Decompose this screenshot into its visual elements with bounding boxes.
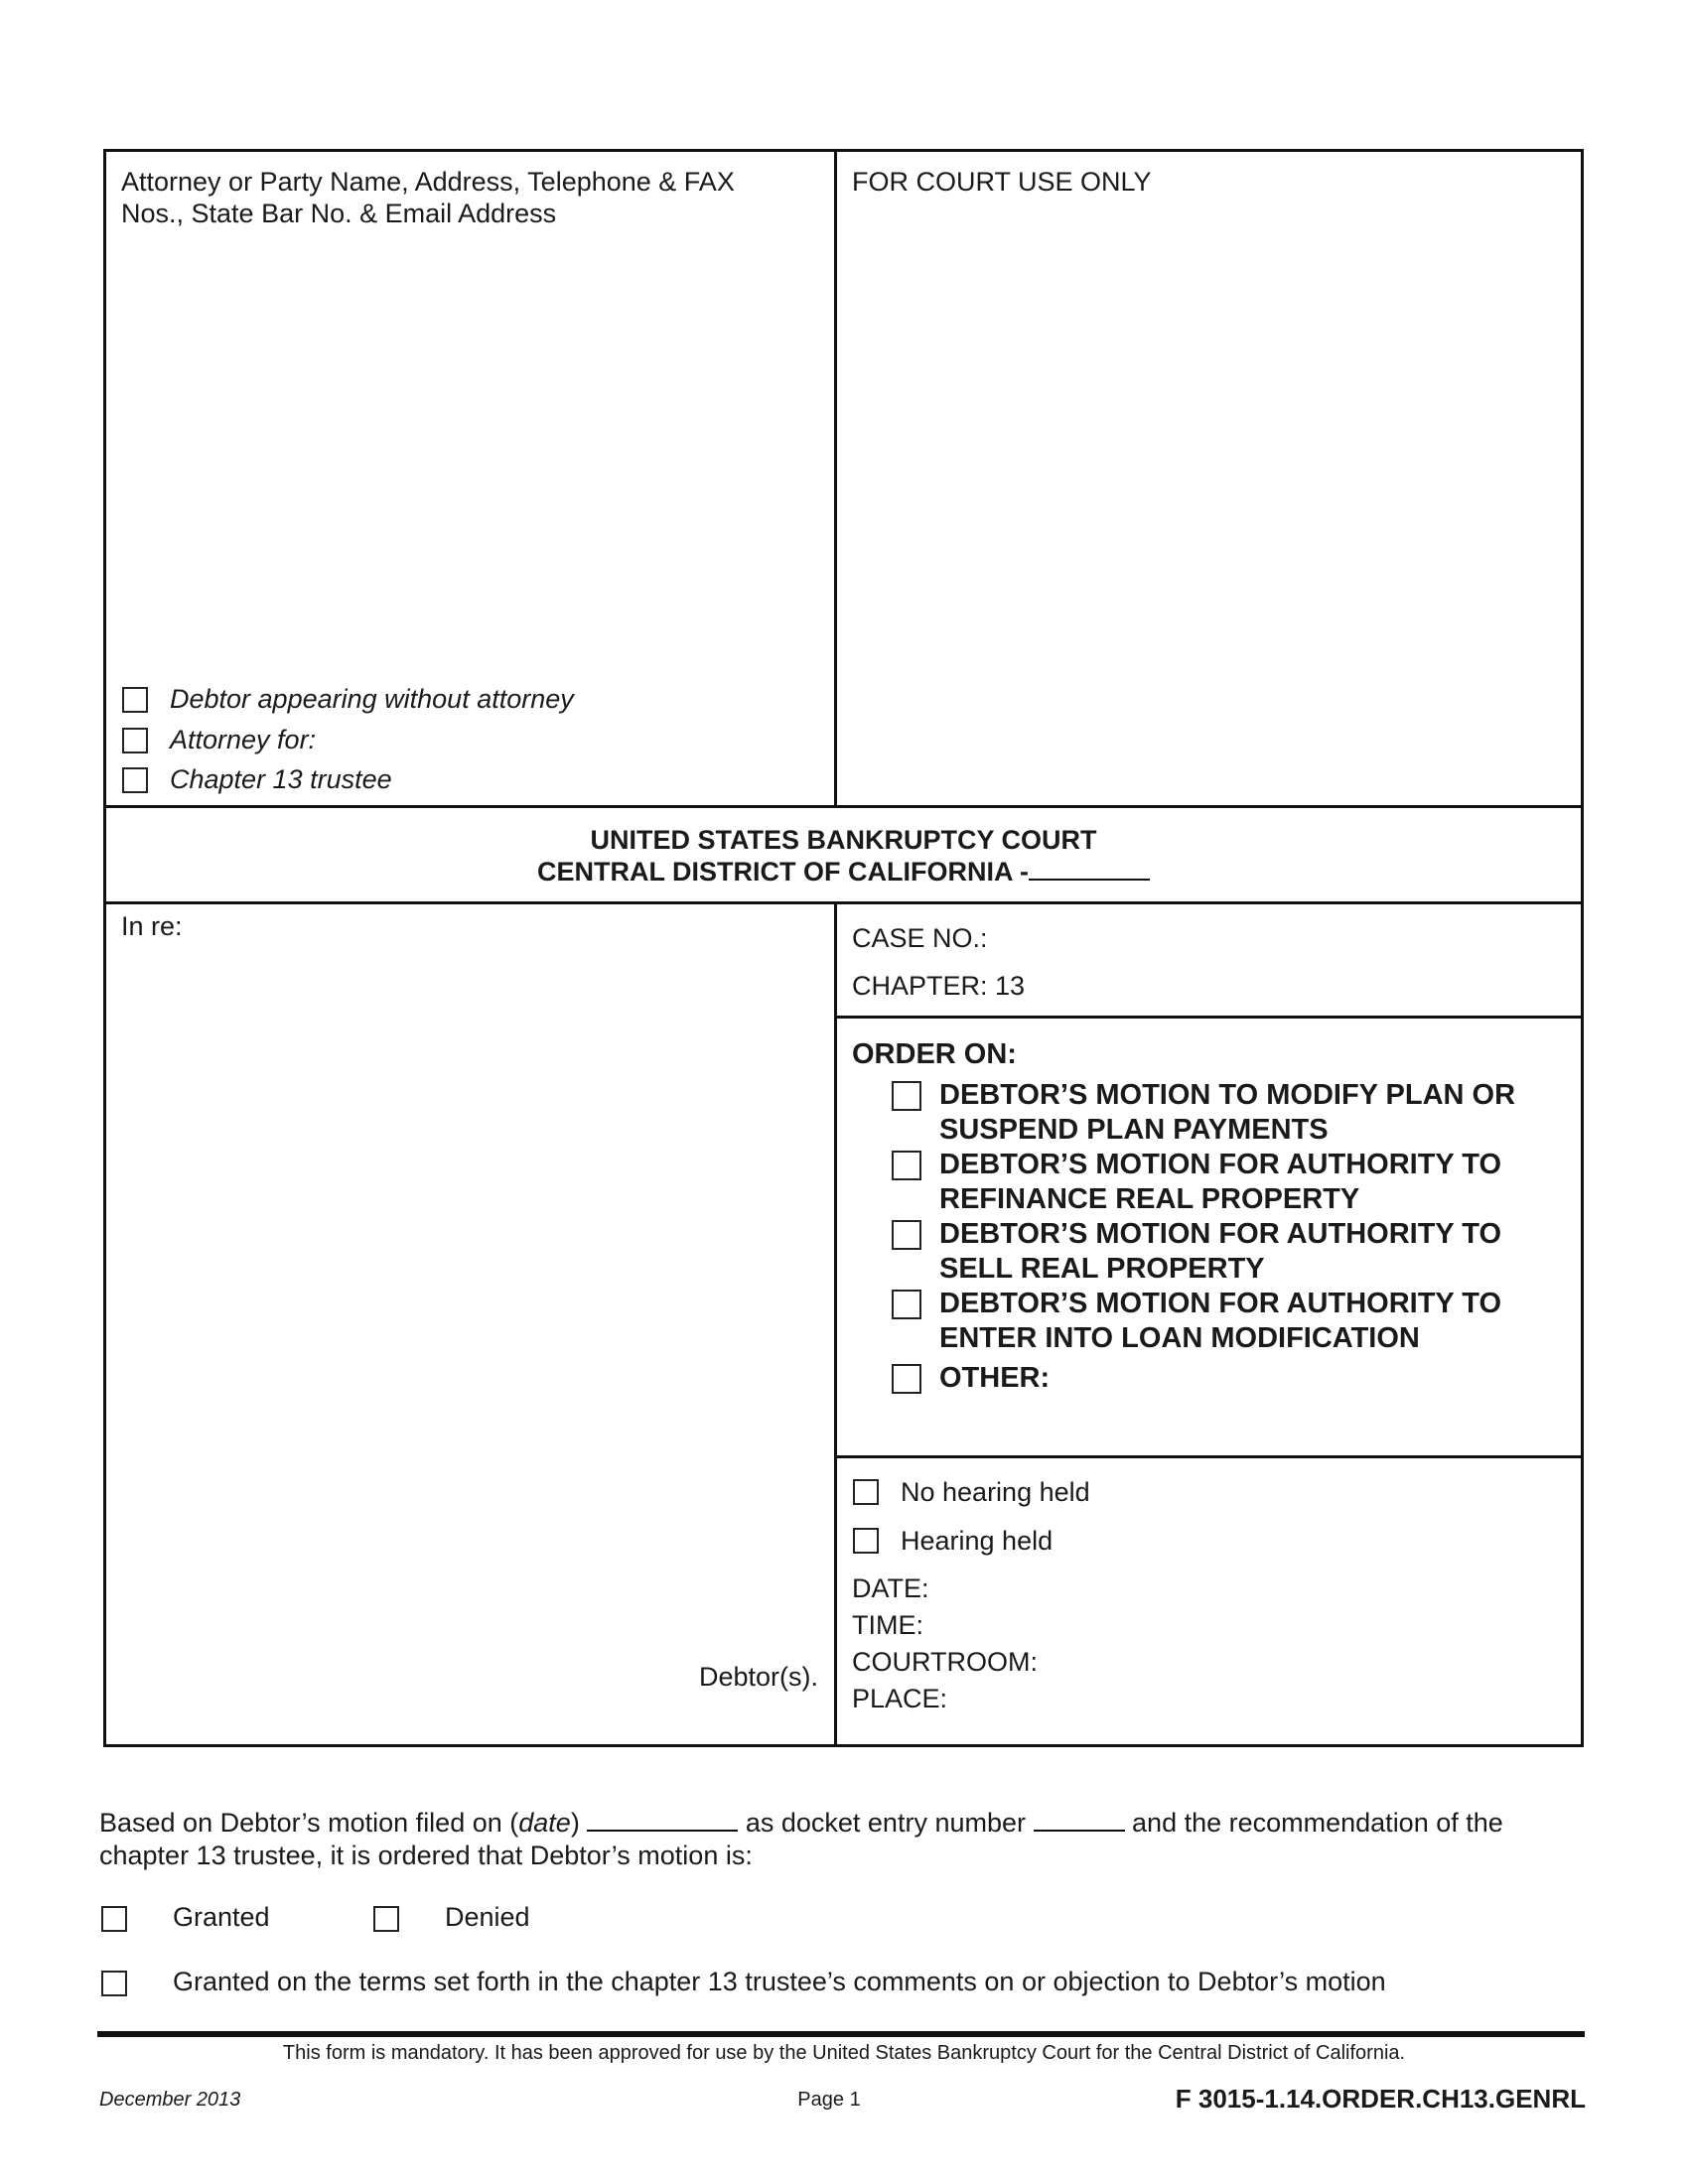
- hearing-date-label: DATE:: [852, 1573, 929, 1603]
- motion-filed-sentence: Based on Debtor’s motion filed on (date) as docket entry number and the recommendation of the: [99, 1808, 1503, 1838]
- granted-terms-checkbox[interactable]: [101, 1971, 127, 1996]
- attorney-for-label: Attorney for:: [170, 725, 317, 754]
- footer-page: Page 1: [797, 2089, 861, 2111]
- debtors-label: Debtor(s).: [698, 1662, 818, 1692]
- no-hearing-label: No hearing held: [901, 1477, 1090, 1507]
- debtor-without-attorney-label: Debtor appearing without attorney: [170, 684, 574, 714]
- no-hearing-checkbox[interactable]: [853, 1479, 879, 1505]
- chapter-label: CHAPTER: 13: [852, 971, 1026, 1001]
- footer-date: December 2013: [99, 2089, 241, 2111]
- court-use-label: FOR COURT USE ONLY: [852, 167, 1152, 197]
- sell-property-checkbox[interactable]: [892, 1220, 921, 1250]
- in-re-label: In re:: [121, 911, 183, 941]
- chapter13-trustee-label: Chapter 13 trustee: [170, 764, 392, 794]
- court-name-line1: UNITED STATES BANKRUPTCY COURT: [590, 825, 1097, 855]
- in-re-box: [103, 901, 837, 1747]
- other-label: OTHER:: [939, 1362, 1051, 1394]
- hearing-place-label: PLACE:: [852, 1684, 948, 1713]
- loan-modification-checkbox[interactable]: [892, 1290, 921, 1319]
- order-on-box: [834, 1016, 1584, 1458]
- loan-modification-label: DEBTOR’S MOTION FOR AUTHORITY TO ENTER INTO LOAN MODIFICATION: [939, 1288, 1502, 1354]
- court-use-box: [834, 149, 1584, 808]
- denied-checkbox[interactable]: [373, 1906, 399, 1932]
- docket-number-field[interactable]: [1034, 1830, 1125, 1832]
- ordered-sentence: chapter 13 trustee, it is ordered that Debtor’s motion is:: [99, 1841, 753, 1870]
- modify-plan-checkbox[interactable]: [892, 1081, 921, 1111]
- refinance-checkbox[interactable]: [892, 1151, 921, 1180]
- debtor-without-attorney-checkbox[interactable]: [122, 687, 148, 713]
- filed-date-field[interactable]: [587, 1830, 738, 1832]
- case-no-label: CASE NO.:: [852, 923, 988, 953]
- hearing-box: [834, 1455, 1584, 1747]
- granted-checkbox[interactable]: [101, 1906, 127, 1932]
- granted-terms-label: Granted on the terms set forth in the chapter 13 trustee’s comments on or objection to Debtor’s motion: [173, 1967, 1386, 1996]
- sell-property-label: DEBTOR’S MOTION FOR AUTHORITY TO SELL REAL PROPERTY: [939, 1218, 1502, 1285]
- modify-plan-label: DEBTOR’S MOTION TO MODIFY PLAN OR SUSPEND PLAN PAYMENTS: [939, 1079, 1516, 1146]
- attorney-label-line1: Attorney or Party Name, Address, Telephone & FAX: [121, 167, 735, 197]
- case-number-box: [834, 901, 1584, 1019]
- court-name-line2: CENTRAL DISTRICT OF CALIFORNIA -: [106, 856, 1581, 888]
- order-on-title: ORDER ON:: [852, 1038, 1017, 1070]
- other-checkbox[interactable]: [892, 1364, 921, 1394]
- hearing-time-label: TIME:: [852, 1610, 923, 1640]
- chapter13-trustee-checkbox[interactable]: [122, 767, 148, 793]
- attorney-info-box: [103, 149, 837, 808]
- refinance-label: DEBTOR’S MOTION FOR AUTHORITY TO REFINANCE REAL PROPERTY: [939, 1149, 1502, 1215]
- hearing-courtroom-label: COURTROOM:: [852, 1647, 1038, 1677]
- footer-form-id: F 3015-1.14.ORDER.CH13.GENRL: [1175, 2084, 1586, 2114]
- hearing-held-checkbox[interactable]: [853, 1528, 879, 1554]
- attorney-label-line2: Nos., State Bar No. & Email Address: [121, 199, 557, 228]
- footer-notice: This form is mandatory. It has been approved for use by the United States Bankruptcy Court for the Central District of California.: [282, 2042, 1406, 2064]
- court-name-box: [103, 805, 1584, 904]
- denied-label: Denied: [445, 1902, 530, 1932]
- footer-divider: [97, 2031, 1585, 2037]
- granted-label: Granted: [173, 1902, 270, 1932]
- hearing-held-label: Hearing held: [901, 1526, 1054, 1556]
- attorney-for-checkbox[interactable]: [122, 728, 148, 753]
